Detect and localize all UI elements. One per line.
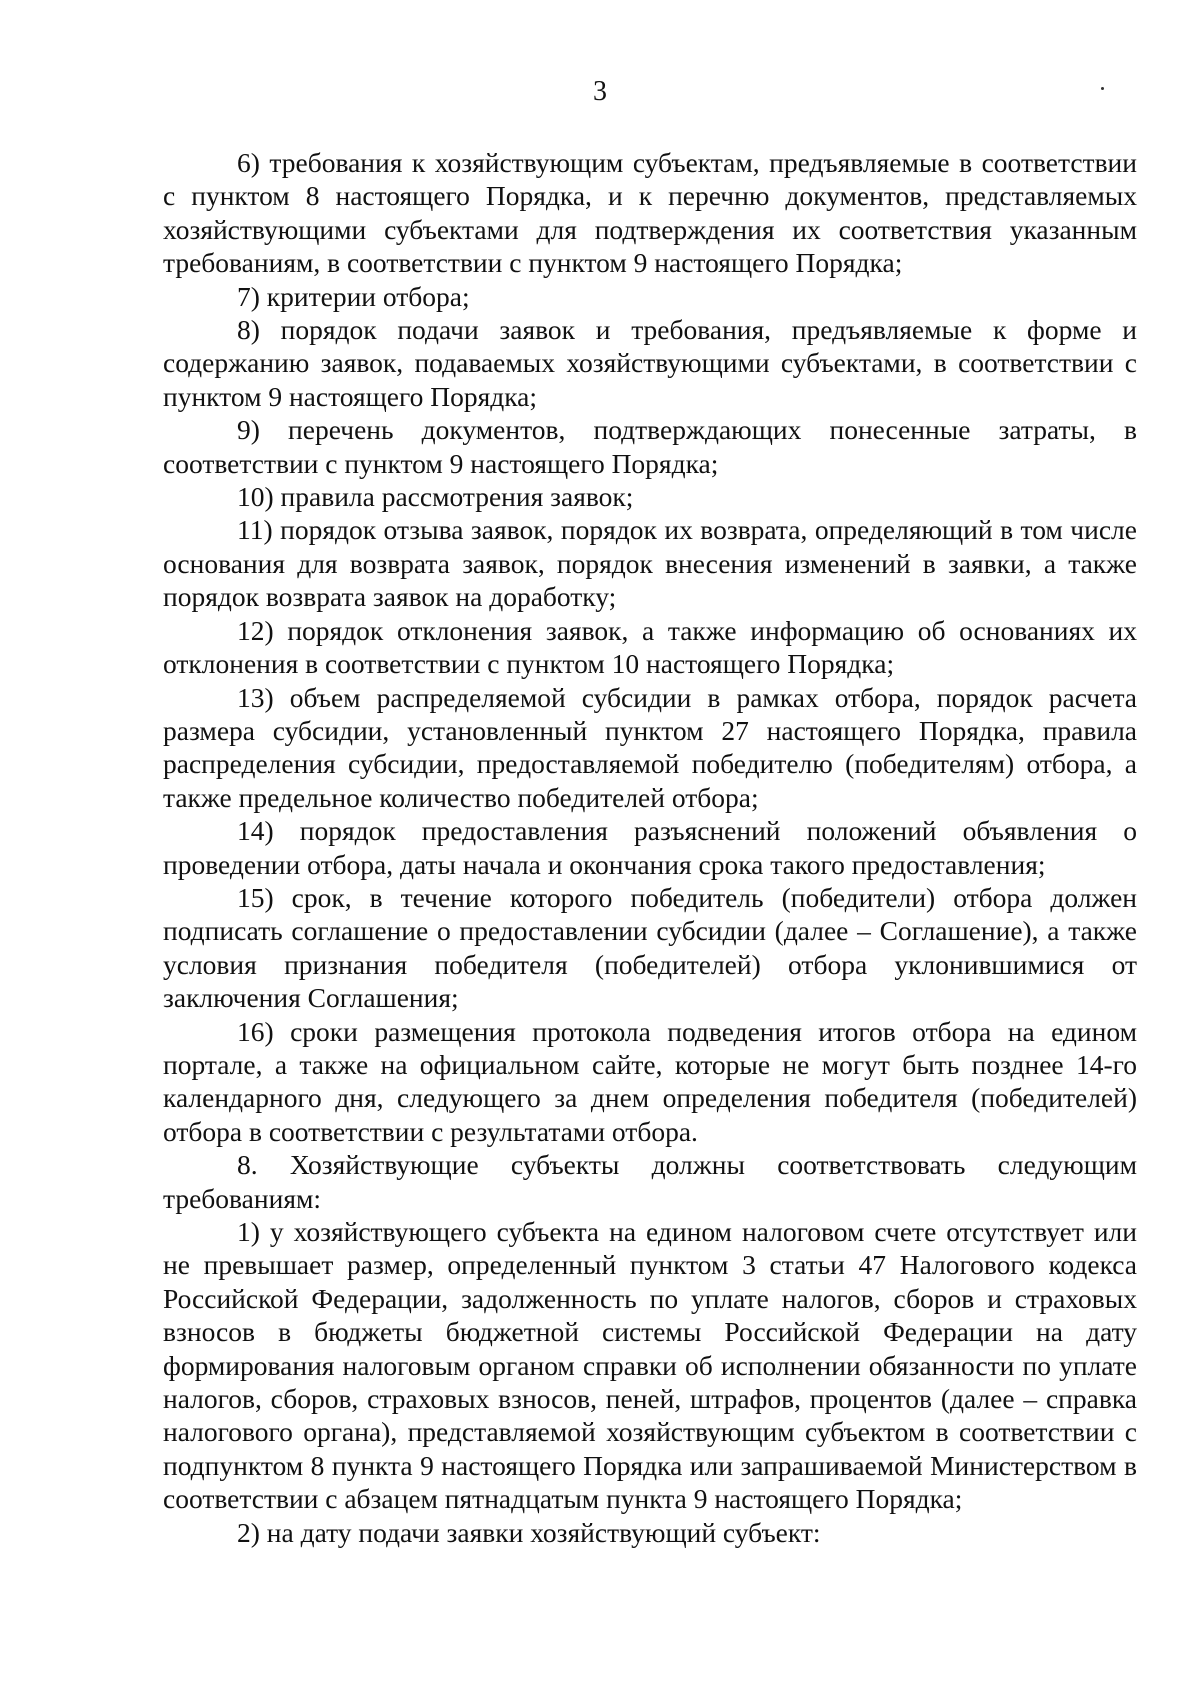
- list-item-11-withdrawal: 11) порядок отзыва заявок, порядок их возврата, определяющий в том числе основания для возврата заявок, порядок внесения изменений в заявки, а также порядок возврата заявок на доработку;: [163, 514, 1137, 613]
- list-item-13-subsidy-volume: 13) объем распределяемой субсидии в рамках отбора, порядок расчета размера субсидии, установленный пунктом 27 настоящего Порядка, правила распределения субсидии, предоставляемой победителю (победителям) отбора, а также предельное количество победителей отбора;: [163, 681, 1137, 813]
- requirement-item-2-application-date: 2) на дату подачи заявки хозяйствующий субъект:: [237, 1516, 821, 1548]
- list-item-8-submission-order: 8) порядок подачи заявок и требования, предъявляемые к форме и содержанию заявок, подаваемых хозяйствующими субъектами, в соответствии с пунктом 9 настоящего Порядка;: [163, 314, 1137, 412]
- list-item-7-criteria: 7) критерии отбора;: [237, 280, 470, 312]
- list-item-16-protocol-terms: 16) сроки размещения протокола подведения итогов отбора на едином портале, а также на официальном сайте, которые не могут быть позднее 14-го календарного дня, следующего за днем определения победителя (победителей) отбора в соответствии с результатами отбора.: [163, 1015, 1137, 1147]
- list-item-12-rejection: 12) порядок отклонения заявок, а также информацию об основаниях их отклонения в соответствии с пунктом 10 настоящего Порядка;: [163, 614, 1137, 680]
- list-item-15-agreement-term: 15) срок, в течение которого победитель (победители) отбора должен подписать соглашение о предоставлении субсидии (далее – Соглашение), а также условия признания победителя (победителей) отбора уклонившимися от заключения Соглашения;: [163, 881, 1137, 1014]
- list-item-10-review-rules: 10) правила рассмотрения заявок;: [237, 481, 634, 513]
- document-body: [163, 146, 1137, 1549]
- section-8-requirements-heading: 8. Хозяйствующие субъекты должны соответствовать следующим требованиям:: [163, 1149, 1137, 1214]
- list-item-6-requirements: 6) требования к хозяйствующим субъектам, предъявляемые в соответствии с пунктом 8 настоящего Порядка, и к перечню документов, представляемых хозяйствующими субъектами для подтверждения их соответствия указанным требованиям, в соответствии с пунктом 9 настоящего Порядка;: [163, 147, 1137, 279]
- scan-artifact-dot: [1101, 87, 1104, 90]
- list-item-14-clarifications: 14) порядок предоставления разъяснений положений объявления о проведении отбора, даты начала и окончания срока такого предоставления;: [163, 815, 1137, 880]
- requirement-item-1-tax-debt: 1) у хозяйствующего субъекта на едином налоговом счете отсутствует или не превышает размер, определенный пунктом 3 статьи 47 Налогового кодекса Российской Федерации, задолженность по уплате налогов, сборов и страховых взносов в бюджеты бюджетной системы Российской Федерации на дату формирования налоговым органом справки об исполнении обязанности по уплате налогов, сборов, страховых взносов, пеней, штрафов, процентов (далее – справка налогового органа), представляемой хозяйствующим субъектом в соответствии с подпунктом 8 пункта 9 настоящего Порядка или запрашиваемой Министерством в соответствии с абзацем пятнадцатым пункта 9 настоящего Порядка;: [163, 1216, 1137, 1515]
- page-number: 3: [593, 76, 607, 107]
- list-item-9-documents: 9) перечень документов, подтверждающих понесенные затраты, в соответствии с пунктом 9 настоящего Порядка;: [163, 414, 1137, 479]
